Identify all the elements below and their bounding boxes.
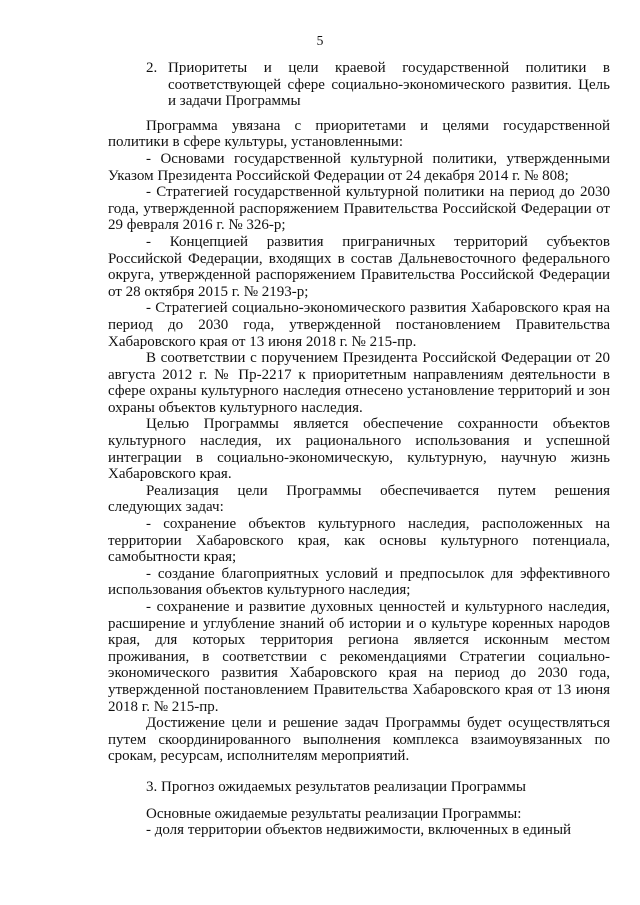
list-item: - создание благоприятных условий и предпосылок для эффективного использования объектов культурного наследия;	[108, 565, 610, 599]
section-3-heading: 3. Прогноз ожидаемых результатов реализации Программы	[146, 778, 526, 795]
paragraph: Реализация цели Программы обеспечивается путем решения следующих задач:	[108, 482, 610, 516]
page-number: 5	[316, 33, 324, 48]
paragraph: В соответствии с поручением Президента Российской Федерации от 20 августа 2012 г. № Пр-2217 к приоритетным направлениям деятельности в сфере охраны культурного наследия отнесено установление территорий и зон охраны объектов культурного наследия.	[108, 350, 610, 416]
list-item: - Стратегией социально-экономического развития Хабаровского края на период до 2030 года, утвержденной постановлением Правительства Хабаровского края от 13 июня 2018 г. № 215-пр.	[108, 300, 610, 350]
list-item: - Концепцией развития приграничных территорий субъектов Российской Федерации, входящих в состав Дальневосточного федерального округа, утвержденной распоряжением Правительства Российской Федерации от 28 октября 2015 г. № 2193-р;	[108, 233, 610, 300]
paragraph: Программа увязана с приоритетами и целями государственной политики в сфере культуры, установленными:	[108, 117, 610, 151]
paragraph: Достижение цели и решение задач Программы будет осуществляться путем скоординированного выполнения комплекса взаимоувязанных по срокам, ресурсам, исполнителям мероприятий.	[108, 715, 610, 765]
document-body	[108, 60, 610, 839]
section-2-title: Приоритеты и цели краевой государственной политики в соответствующей сфере социально-экономического развития. Цель и задачи Программы	[168, 60, 610, 110]
paragraph: Целью Программы является обеспечение сохранности объектов культурного наследия, их рационального использования и успешной интеграции в социально-экономическую, культурную, научную жизнь Хабаровского края.	[108, 416, 610, 483]
list-item: - сохранение объектов культурного наследия, расположенных на территории Хабаровского края, как основы культурного потенциала, самобытности края;	[108, 516, 610, 566]
list-item: - доля территории объектов недвижимости, включенных в единый	[146, 822, 572, 839]
list-item: - Основами государственной культурной политики, утвержденными Указом Президента Российской Федерации от 24 декабря 2014 г. № 808;	[108, 150, 610, 184]
section-2-heading	[146, 60, 610, 110]
list-item: - сохранение и развитие духовных ценностей и культурного наследия, расширение и углубление знаний об истории и о культуре коренных народов края, для которых территория региона является исконным местом проживания, в соответствии с рекомендациями Стратегии социально-экономического развития Хабаровского края на период до 2030 года, утвержденной постановлением Правительства Хабаровского края от 13 июня 2018 г. № 215-пр.	[108, 599, 610, 715]
section-2-number: 2.	[146, 60, 158, 76]
list-item: - Стратегией государственной культурной политики на период до 2030 года, утвержденной распоряжением Правительства Российской Федерации от 29 февраля 2016 г. № 326-р;	[108, 184, 610, 234]
paragraph: Основные ожидаемые результаты реализации Программы:	[146, 805, 522, 822]
